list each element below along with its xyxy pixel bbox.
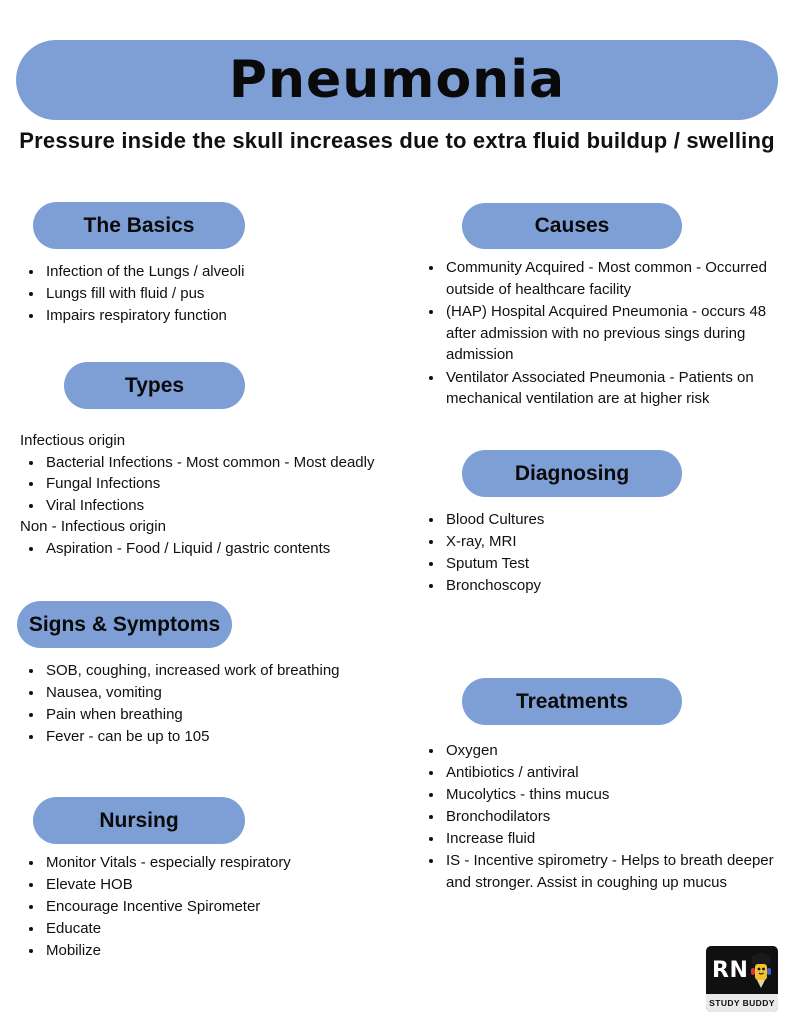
section-list-types <box>18 430 413 559</box>
group-label-infectious: Infectious origin <box>20 432 126 449</box>
section-header-treatments: Treatments <box>462 678 682 725</box>
list-item: • Sputum Test <box>444 553 758 575</box>
list-item: • Bronchodilators <box>444 806 784 828</box>
section-header-types: Types <box>64 362 245 409</box>
list-item: • Mobilize <box>44 940 398 962</box>
section-list-nursing <box>18 852 398 962</box>
section-list-the-basics <box>18 261 398 327</box>
section-list-signs-symptoms <box>18 660 408 748</box>
list-item: • Educate <box>44 918 398 940</box>
list-item: • Bacterial Infections - Most common - Most deadly <box>44 452 413 474</box>
list-item: • (HAP) Hospital Acquired Pneumonia - occurs 48 after admission with no previous sings during admission <box>444 301 780 366</box>
list-item: • SOB, coughing, increased work of breathing <box>44 660 408 682</box>
pencil-mascot-icon <box>748 952 774 990</box>
section-header-nursing: Nursing <box>33 797 245 844</box>
list-item: • Lungs fill with fluid / pus <box>44 283 398 305</box>
logo-top <box>706 946 778 994</box>
list-item: • Elevate HOB <box>44 874 398 896</box>
list-item: • IS - Incentive spirometry - Helps to breath deeper and stronger. Assist in coughing up mucus <box>444 850 784 893</box>
list-item: • Increase fluid <box>444 828 784 850</box>
group-label-non-infectious: Non - Infectious origin <box>20 518 166 535</box>
section-header-signs-symptoms: Signs & Symptoms <box>17 601 232 648</box>
list-item: • Community Acquired - Most common - Occurred outside of healthcare facility <box>444 257 780 300</box>
list-item: • Fungal Infections <box>44 473 413 495</box>
page-subtitle: Pressure inside the skull increases due to extra fluid buildup / swelling <box>19 128 775 153</box>
list-item: • Pain when breathing <box>44 704 408 726</box>
section-header-causes: Causes <box>462 203 682 249</box>
section-list-diagnosing <box>418 509 758 597</box>
list-item: • Oxygen <box>444 740 784 762</box>
list-item: • Viral Infections <box>44 495 413 517</box>
logo-rn-text: RN <box>712 957 749 983</box>
list-item: • Aspiration - Food / Liquid / gastric contents <box>44 538 413 560</box>
list-item: • Impairs respiratory function <box>44 305 398 327</box>
list-item: • Mucolytics - thins mucus <box>444 784 784 806</box>
list-item: • Infection of the Lungs / alveoli <box>44 261 398 283</box>
rn-study-buddy-logo <box>706 946 778 1012</box>
list-item: • Fever - can be up to 105 <box>44 726 408 748</box>
list-item: • Antibiotics / antiviral <box>444 762 784 784</box>
logo-strip <box>706 994 778 1012</box>
section-header-the-basics: The Basics <box>33 202 245 249</box>
list-item: • Nausea, vomiting <box>44 682 408 704</box>
list-item: • Monitor Vitals - especially respiratory <box>44 852 398 874</box>
list-item: • Blood Cultures <box>444 509 758 531</box>
title-banner <box>16 40 778 120</box>
list-item: • Bronchoscopy <box>444 575 758 597</box>
logo-study-buddy-text: STUDY BUDDY <box>709 998 775 1008</box>
page-title: Pneumonia <box>228 50 566 110</box>
list-item: • X-ray, MRI <box>444 531 758 553</box>
section-list-treatments <box>418 740 784 894</box>
list-item: • Ventilator Associated Pneumonia - Patients on mechanical ventilation are at higher risk <box>444 367 780 410</box>
section-list-causes <box>418 257 780 411</box>
section-header-diagnosing: Diagnosing <box>462 450 682 497</box>
list-item: • Encourage Incentive Spirometer <box>44 896 398 918</box>
